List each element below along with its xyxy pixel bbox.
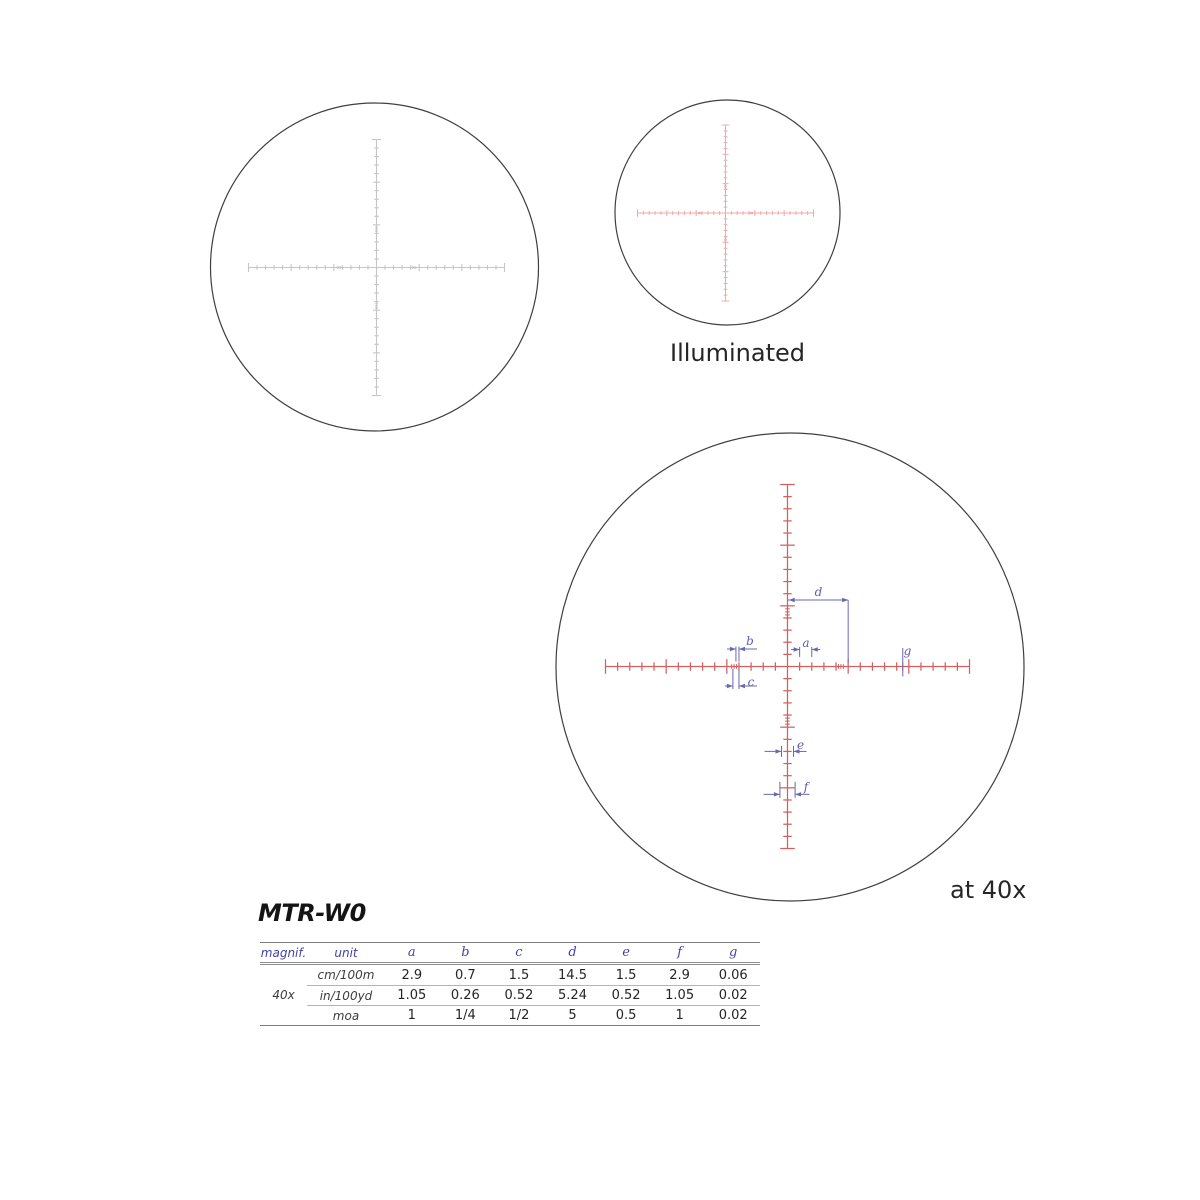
table-value: 1 bbox=[653, 1005, 707, 1025]
subtension-table bbox=[260, 942, 760, 1026]
col-header-e: e bbox=[622, 945, 630, 960]
table-value: 1.5 bbox=[615, 967, 637, 983]
table-value: 1/2 bbox=[492, 1005, 546, 1025]
table-value: 1/4 bbox=[439, 1005, 493, 1025]
table-value: 2.9 bbox=[669, 967, 690, 983]
annotation-label-g: g bbox=[903, 644, 912, 658]
annotation-label-b: b bbox=[746, 633, 754, 648]
unit-in100yd: in/100yd bbox=[307, 985, 385, 1005]
annotation-label-d: d bbox=[814, 585, 823, 599]
col-header-magnif: magnif. bbox=[260, 945, 307, 960]
subtension-table-body bbox=[260, 965, 760, 1025]
table-value: 0.26 bbox=[439, 985, 493, 1005]
table-value: 5.24 bbox=[546, 985, 600, 1005]
dimension-arrow bbox=[776, 749, 782, 753]
col-header-a: a bbox=[407, 945, 416, 960]
table-value: 1 bbox=[385, 1005, 439, 1025]
table-value: 0.7 bbox=[455, 967, 476, 983]
dimension-arrow bbox=[794, 647, 800, 651]
col-header-g: g bbox=[729, 945, 738, 960]
reticle-model-title: MTR-W0 bbox=[258, 899, 366, 927]
table-value: 0.5 bbox=[599, 1005, 653, 1025]
magnification-value: 40x bbox=[272, 988, 295, 1002]
col-header-c: c bbox=[515, 945, 523, 960]
dimension-arrow bbox=[739, 684, 745, 688]
col-header-b: b bbox=[461, 945, 470, 960]
table-value: 0.52 bbox=[492, 985, 546, 1005]
table-value: 1.05 bbox=[653, 985, 707, 1005]
dimension-arrow bbox=[789, 598, 795, 602]
table-value: 14.5 bbox=[558, 967, 587, 983]
subtension-table-header bbox=[260, 943, 760, 965]
unit-cm100m: cm/100m bbox=[317, 968, 375, 982]
annotation-label-e: e bbox=[796, 737, 805, 752]
annotation-label-f: f bbox=[803, 779, 809, 794]
dimension-arrow bbox=[739, 647, 745, 651]
table-value: 1.5 bbox=[508, 967, 530, 983]
col-header-unit: unit bbox=[334, 945, 358, 960]
magnification-caption: at 40x bbox=[950, 876, 1027, 904]
table-value: 0.06 bbox=[718, 967, 748, 983]
table-value: 0.02 bbox=[706, 1005, 760, 1025]
table-value: 5 bbox=[546, 1005, 600, 1025]
table-value: 0.52 bbox=[599, 985, 653, 1005]
col-header-d: d bbox=[568, 945, 577, 960]
dimension-arrow bbox=[812, 647, 818, 651]
col-header-f: f bbox=[677, 945, 683, 960]
dimension-arrow bbox=[727, 684, 733, 688]
annotation-label-c: c bbox=[747, 674, 755, 689]
table-value: 0.02 bbox=[706, 985, 760, 1005]
table-value: 2.9 bbox=[401, 967, 423, 983]
dimension-arrow bbox=[774, 792, 780, 796]
dimension-arrow bbox=[730, 647, 736, 651]
unit-moa: moa bbox=[307, 1005, 385, 1025]
dimension-arrow bbox=[795, 792, 801, 796]
illuminated-caption: Illuminated bbox=[670, 339, 805, 367]
table-value: 1.05 bbox=[385, 985, 439, 1005]
annotation-label-a: a bbox=[802, 635, 810, 650]
dimension-arrow bbox=[842, 598, 848, 602]
